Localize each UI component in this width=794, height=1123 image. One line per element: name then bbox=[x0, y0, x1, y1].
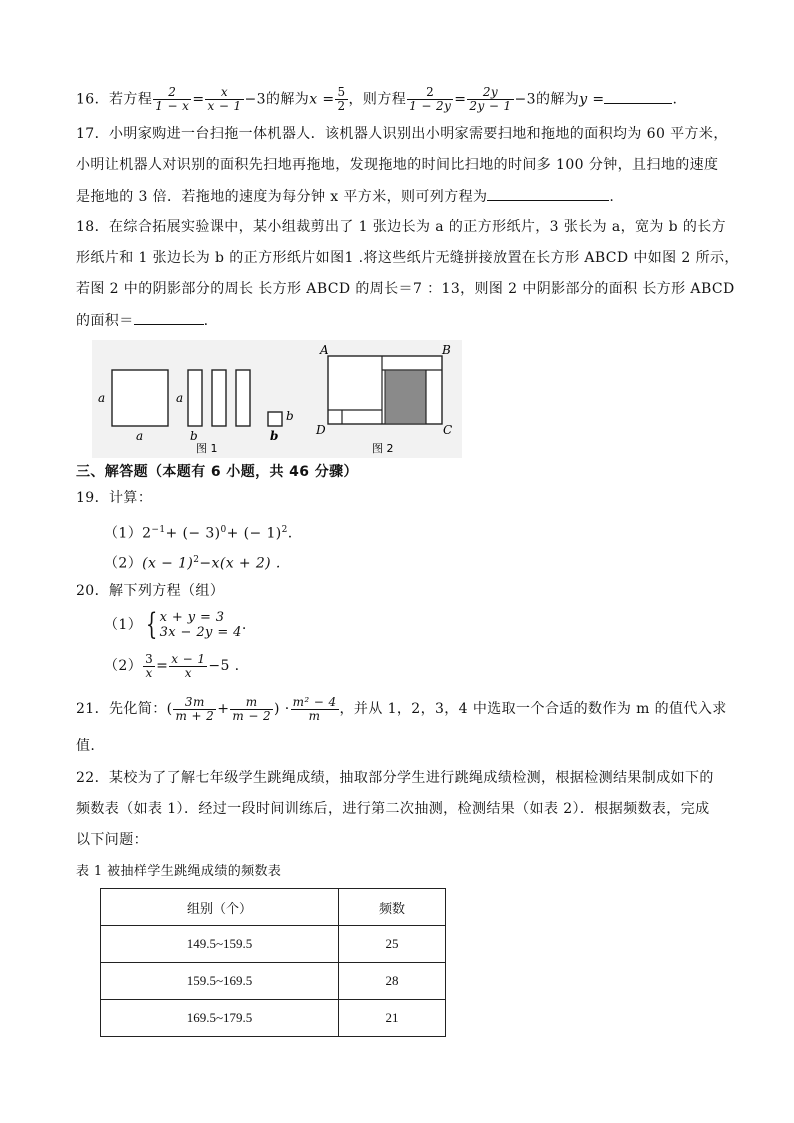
fraction: $\frac{\text{m² − 4}}{m}$ bbox=[292, 694, 337, 723]
vertex-D: D bbox=[316, 423, 326, 437]
question-21-line-1: 21．先化简：( $\frac{3m}{m + 2}$ + $\frac{m}{m - 2}$ ) · $\frac{\text{m² − 4}}{m}$ ，并从 1，2，3，4 中选取一个合适的数作为 m 的值代入求 bbox=[76, 694, 727, 723]
section-3-heading: 三、解答题（本题有 6 小题，共 46 分骤） bbox=[76, 464, 358, 480]
rectangle-ab-1 bbox=[188, 370, 202, 426]
table-cell: 28 bbox=[339, 963, 446, 1000]
question-22-line-1: 22．某校为了了解七年级学生跳绳成绩，抽取部分学生进行跳绳成绩检测，根据检测结果制成如下的 bbox=[76, 770, 714, 786]
rectangle-ab-2 bbox=[212, 370, 226, 426]
question-20-part-1: （1） { x + y = 3 3x − 2y = 4 . bbox=[104, 607, 247, 642]
answer-blank bbox=[134, 310, 204, 325]
table-cell: 21 bbox=[339, 1000, 446, 1037]
question-17-line-1: 17．小明家购进一台扫拖一体机器人．该机器人识别出小明家需要扫地和拖地的面积均为 60 平方米， bbox=[76, 126, 728, 142]
label-b-right: b bbox=[286, 409, 294, 423]
question-22-line-3: 以下问题： bbox=[76, 832, 148, 848]
fraction: $\frac{m}{m - 2}$ bbox=[232, 694, 272, 723]
label-a-bottom: a bbox=[136, 429, 144, 443]
question-21-line-2: 值. bbox=[76, 738, 96, 754]
vertex-C: C bbox=[443, 423, 453, 437]
question-16: 16．若方程 $\frac{2}{1 - x}$ = $\frac{x}{x - 1}$ −3的解为x = $\frac{5}{2}$ ，则方程 $\frac{2}{1 - 2y}$ = $\frac{2y}{2y - 1}$ −3的解为y = . bbox=[76, 85, 678, 113]
question-17-line-2: 小明让机器人对识别的面积先扫地再拖地，发现拖地的时间比扫地的时间多 100 分钟，且扫地的速度 bbox=[76, 157, 719, 173]
vertex-B: B bbox=[442, 343, 451, 357]
table-row bbox=[101, 963, 446, 1000]
table-cell: 159.5~169.5 bbox=[101, 963, 339, 1000]
question-17-line-3: 是拖地的 3 倍．若拖地的速度为每分钟 x 平方米，则可列方程为 . bbox=[76, 186, 614, 207]
square-b bbox=[268, 412, 282, 426]
question-18-line-3: 若图 2 中的阴影部分的周长 长方形 ABCD 的周长＝7 ：13，则图 2 中阴影部分的面积 长方形 ABCD bbox=[76, 281, 735, 297]
question-18-line-4: 的面积＝ . bbox=[76, 310, 208, 331]
label-a-rect: a bbox=[176, 391, 184, 405]
label-b-rect: b bbox=[190, 429, 198, 443]
vertex-A: A bbox=[320, 343, 329, 357]
question-19-part-2: $(2)(x - 1)^2-x(x + 2)$ . bbox=[104, 555, 281, 572]
figure-1-caption: 图 1 bbox=[196, 442, 218, 455]
question-20-part-2: （2） $\frac{3}{x}$ = $\frac{x - 1}{x}$ −5 . bbox=[104, 651, 240, 680]
frequency-table bbox=[100, 888, 446, 1037]
label-b-bottom: b bbox=[270, 429, 279, 443]
question-18-line-2: 形纸片和 1 张边长为 b 的正方形纸片如图1 .将这些纸片无缝拼接放置在长方形 ABCD 中如图 2 所示， bbox=[76, 250, 739, 266]
table-row bbox=[101, 926, 446, 963]
table-cell: 169.5~179.5 bbox=[101, 1000, 339, 1037]
table-1-caption: 表 1 被抽样学生跳绳成绩的频数表 bbox=[76, 864, 282, 879]
fraction: $\frac{3}{x}$ bbox=[145, 651, 154, 680]
question-22-line-2: 频数表（如表 1）．经过一段时间训练后，进行第二次抽测，检测结果（如表 2）．根据频数表，完成 bbox=[76, 801, 710, 817]
question-18-line-1: 18．在综合拓展实验课中，某小组裁剪出了 1 张边长为 a 的正方形纸片，3 张长为 a，宽为 b 的长方 bbox=[76, 219, 727, 235]
answer-blank bbox=[604, 89, 672, 104]
fraction: $\frac{x - 1}{x}$ bbox=[171, 651, 206, 680]
fraction: $\frac{2}{1 - 2y}$ bbox=[409, 85, 452, 113]
table-header-row bbox=[101, 889, 446, 926]
table-cell: 149.5~159.5 bbox=[101, 926, 339, 963]
figure-2-caption: 图 2 bbox=[372, 442, 394, 455]
fraction: $\frac{2}{1 - x}$ bbox=[155, 85, 190, 113]
shaded-region bbox=[385, 370, 426, 424]
question-20-title: 20．解下列方程（组） bbox=[76, 583, 225, 599]
label-a-left: a bbox=[98, 391, 106, 405]
fraction: $\frac{3m}{m + 2}$ bbox=[175, 694, 215, 723]
table-cell: 25 bbox=[339, 926, 446, 963]
square-a bbox=[112, 370, 168, 426]
fraction: $\frac{5}{2}$ bbox=[337, 85, 346, 113]
question-19-title: 19．计算： bbox=[76, 490, 153, 506]
table-row bbox=[101, 1000, 446, 1037]
answer-blank bbox=[487, 186, 609, 201]
figure-1-and-2 bbox=[92, 340, 462, 458]
fraction: $\frac{2y}{2y - 1}$ bbox=[469, 85, 512, 113]
column-header-group: 组别（个） bbox=[101, 889, 339, 926]
equation-system: x + y = 3 3x − 2y = 4 bbox=[159, 610, 242, 640]
column-header-frequency: 频数 bbox=[339, 889, 446, 926]
question-19-part-1: $(1)2^{-1}+$ (− 3)$^0$+ (− 1)$^2$. bbox=[104, 525, 293, 542]
fraction: $\frac{x}{x - 1}$ bbox=[207, 85, 242, 113]
rectangle-ab-3 bbox=[236, 370, 250, 426]
